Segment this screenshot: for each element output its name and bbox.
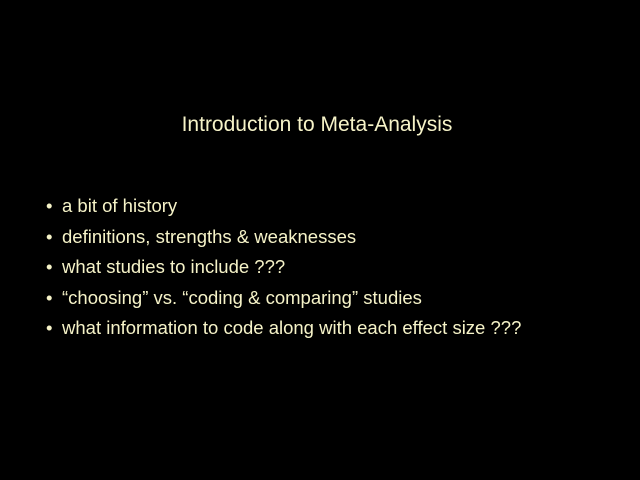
bullet-item <box>46 191 521 222</box>
bullet-marker: • <box>46 317 53 339</box>
bullet-item <box>46 252 521 283</box>
bullet-text: “choosing” vs. “coding & comparing” studies <box>62 286 422 308</box>
bullet-marker: • <box>46 286 53 308</box>
bullet-text: what information to code along with each effect size ??? <box>62 317 522 339</box>
bullet-marker: • <box>46 256 53 278</box>
bullet-text: what studies to include ??? <box>62 256 286 278</box>
bullet-item <box>46 283 521 314</box>
bullet-item <box>46 222 521 253</box>
bullet-item <box>46 313 521 344</box>
bullet-marker: • <box>46 195 53 216</box>
bullet-marker: • <box>46 225 53 247</box>
bullet-text: a bit of history <box>62 195 178 216</box>
slide-title: Introduction to Meta-Analysis <box>181 113 453 136</box>
bullet-list <box>46 191 521 344</box>
bullet-text: definitions, strengths & weaknesses <box>62 225 357 247</box>
